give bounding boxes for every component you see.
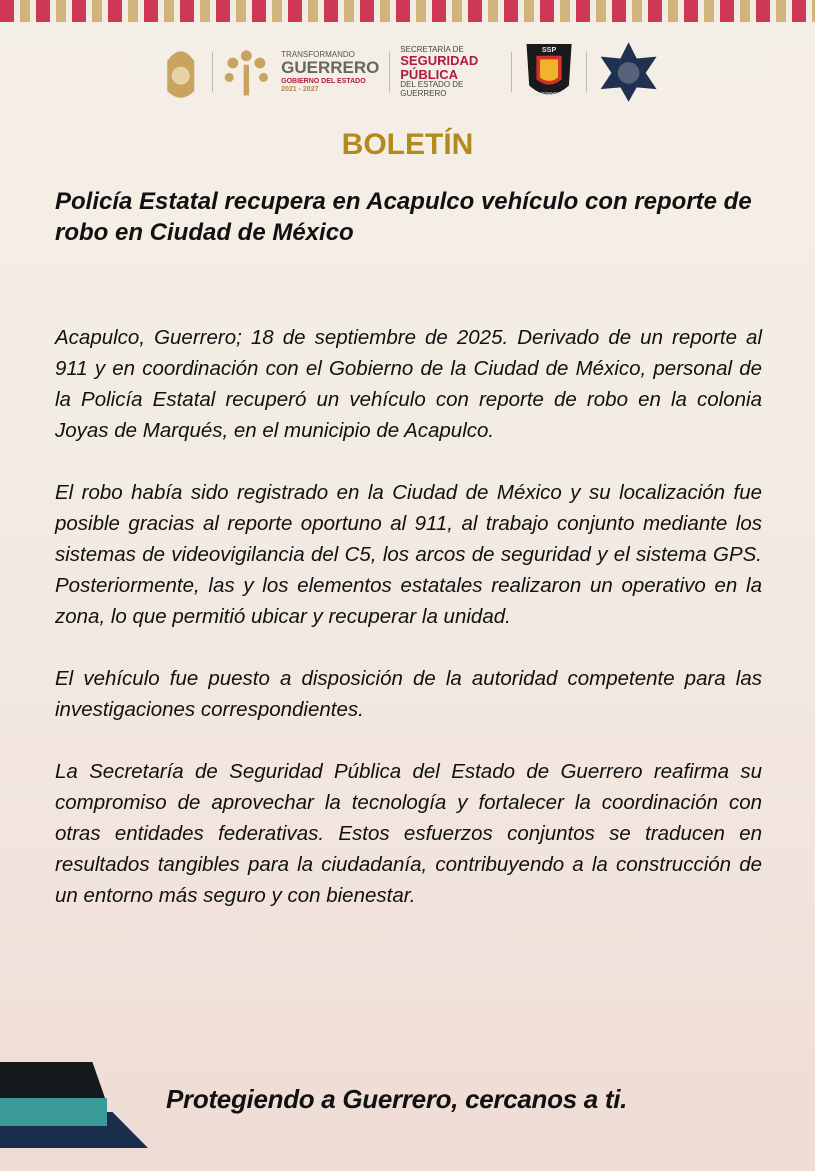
paragraph: La Secretaría de Seguridad Pública del Estado de Guerrero reafirma su compromiso de aprovechar la tecnología y fortalecer la coordinación con otras entidades federativas. Estos esfuerzos conjuntos se traducen en resultados tangibles para la ciudadanía, contribuyendo a la construcción de un entorno más seguro y con bienestar. bbox=[55, 760, 762, 907]
badge-guerrero-text: GUERRERO bbox=[533, 92, 565, 99]
bulletin-heading: BOLETÍN bbox=[341, 128, 474, 161]
footer-slogan: Protegiendo a Guerrero, cercanos a ti. bbox=[166, 1084, 628, 1114]
paragraph: El vehículo fue puesto a disposición de la autoridad competente para las investigaciones correspondientes. bbox=[55, 667, 762, 721]
state-coat-of-arms-icon bbox=[160, 38, 202, 106]
ssp-shield-badge-icon bbox=[522, 37, 576, 107]
bulletin-body bbox=[55, 322, 762, 942]
ssp-logo-text: SECRETARÍA DE SEGURIDAD PÚBLICA DEL ESTADO DE GUERRERO bbox=[400, 44, 479, 98]
footer-stripe-teal bbox=[0, 1098, 107, 1126]
police-star-badge-icon bbox=[597, 37, 660, 107]
guerrero-tree-logo-icon bbox=[222, 44, 271, 100]
guerrero-government-logo: TRANSFORMANDO GUERRERO GOBIERNO DEL ESTADO 2021 - 2027 bbox=[281, 49, 380, 93]
header-logos bbox=[160, 36, 660, 108]
badge-ssp-text: SSP bbox=[541, 45, 557, 55]
paragraph: El robo había sido registrado en la Ciudad de México y su localización fue posible gracias al reporte oportuno al 911, al trabajo conjunto mediante los sistemas de videovigilancia del C5, los arcos de seguridad y el sistema GPS. Posteriormente, las y los elementos estatales realizaron un operativo en la zona, lo que permitió ubicar y recuperar la unidad. bbox=[55, 481, 762, 628]
decorative-embroidery-band bbox=[0, 0, 815, 22]
paragraph: Acapulco, Guerrero; 18 de septiembre de 2025. Derivado de un reporte al 911 y en coordinación con el Gobierno de la Ciudad de México, personal de la Policía Estatal recuperó un vehículo con reporte de robo en la colonia Joyas de Marqués, en el municipio de Acapulco. bbox=[55, 326, 762, 442]
bulletin-title: Policía Estatal recupera en Acapulco vehículo con reporte de robo en Ciudad de México bbox=[55, 188, 752, 246]
footer-stripe-dark bbox=[0, 1062, 105, 1098]
